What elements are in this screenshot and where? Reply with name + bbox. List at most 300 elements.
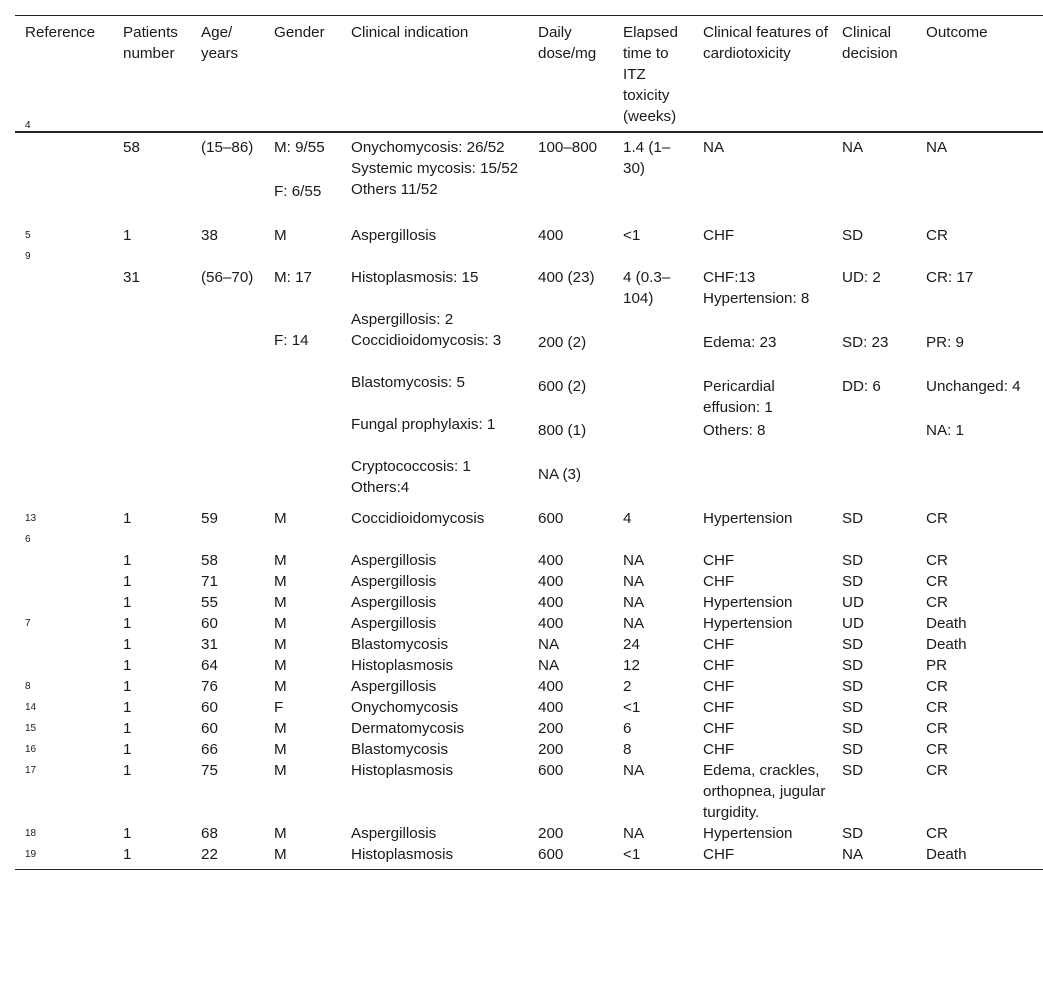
cell-age — [191, 634, 264, 655]
elapsed-time-value: <1 — [623, 227, 641, 244]
age-value: 64 — [201, 657, 218, 674]
cell-gender — [264, 676, 341, 697]
cell-outcome — [916, 739, 1043, 760]
cell-reference — [15, 508, 113, 550]
cell-age — [191, 718, 264, 739]
outcome-value: CR — [926, 552, 948, 569]
cell-decision — [832, 508, 916, 550]
features-value: Hypertension — [703, 510, 793, 527]
cell-reference — [15, 844, 113, 870]
decision-value: NA — [842, 139, 864, 156]
cell-dose — [528, 697, 613, 718]
outcome-value: PR — [926, 657, 948, 674]
outcome-value: PR: 9 — [926, 334, 964, 351]
patients-value: 1 — [123, 846, 132, 863]
indication-value: Blastomycosis — [351, 741, 449, 758]
age-value: 60 — [201, 720, 218, 737]
cell-elapsed-time — [613, 225, 693, 267]
cell-age — [191, 655, 264, 676]
header-decision: Clinical decision — [832, 16, 916, 133]
elapsed-time-value: <1 — [623, 699, 641, 716]
dose-value: 600 — [538, 510, 564, 527]
outcome-value: Unchanged: 4 — [926, 378, 1021, 395]
decision-value: SD — [842, 720, 864, 737]
dose-value: 400 — [538, 678, 564, 695]
features-value: Hypertension — [703, 594, 793, 611]
header-gender: Gender — [264, 16, 341, 133]
cell-dose — [528, 267, 613, 508]
indication-value: Aspergillosis — [351, 615, 437, 632]
outcome-value: CR: 17 — [926, 269, 974, 286]
gender-value: F: 6/55 — [274, 183, 322, 200]
decision-value: SD — [842, 678, 864, 695]
features-value: Pericardial effusion: 1 — [703, 378, 775, 416]
cell-decision — [832, 132, 916, 225]
cell-features — [693, 592, 832, 613]
patients-value: 1 — [123, 227, 132, 244]
elapsed-time-value: <1 — [623, 846, 641, 863]
cell-elapsed-time — [613, 697, 693, 718]
cell-age — [191, 592, 264, 613]
decision-value: SD: 23 — [842, 334, 889, 351]
decision-value: SD — [842, 227, 864, 244]
cell-decision — [832, 760, 916, 823]
cell-dose — [528, 550, 613, 571]
indication-value: Histoplasmosis — [351, 846, 454, 863]
cell-patients — [113, 823, 191, 844]
cell-features — [693, 613, 832, 634]
reference-sup: 7 — [25, 618, 31, 629]
cell-indication — [341, 844, 528, 870]
dose-value: 400 — [538, 699, 564, 716]
cell-outcome — [916, 267, 1043, 508]
cell-decision — [832, 267, 916, 508]
features-value: Hypertension: 8 — [703, 290, 810, 307]
cell-decision — [832, 676, 916, 697]
table-row — [15, 676, 1043, 697]
indication-value: Coccidioidomycosis — [351, 510, 485, 527]
cell-patients — [113, 571, 191, 592]
cell-features — [693, 225, 832, 267]
cell-features — [693, 634, 832, 655]
features-value: Others: 8 — [703, 422, 766, 439]
cell-outcome — [916, 697, 1043, 718]
age-value: 59 — [201, 510, 218, 527]
gender-value: M — [274, 636, 287, 653]
reference-sup: 18 — [25, 828, 37, 839]
cell-patients — [113, 697, 191, 718]
outcome-value: NA: 1 — [926, 422, 964, 439]
cell-elapsed-time — [613, 613, 693, 634]
cell-dose — [528, 823, 613, 844]
dose-value: 400 (23) — [538, 269, 595, 286]
elapsed-time-value: 12 — [623, 657, 640, 674]
cell-gender — [264, 760, 341, 823]
outcome-value: CR — [926, 720, 948, 737]
dose-value: 100–800 — [538, 139, 598, 156]
elapsed-time-value: NA — [623, 615, 645, 632]
features-value: Hypertension — [703, 825, 793, 842]
cell-reference — [15, 697, 113, 718]
gender-value: M — [274, 678, 287, 695]
cell-reference — [15, 634, 113, 655]
elapsed-time-value: 4 — [623, 510, 632, 527]
cell-age — [191, 571, 264, 592]
cell-age — [191, 613, 264, 634]
cell-reference — [15, 760, 113, 823]
indication-value: Coccidioidomycosis: 3 — [351, 332, 502, 349]
cell-elapsed-time — [613, 634, 693, 655]
outcome-value: CR — [926, 825, 948, 842]
cell-indication — [341, 823, 528, 844]
cell-indication — [341, 571, 528, 592]
cell-dose — [528, 655, 613, 676]
gender-value: M — [274, 227, 287, 244]
cell-dose — [528, 132, 613, 225]
cell-elapsed-time — [613, 655, 693, 676]
elapsed-time-value: NA — [623, 573, 645, 590]
decision-value: NA — [842, 846, 864, 863]
cell-features — [693, 760, 832, 823]
patients-value: 1 — [123, 678, 132, 695]
table-row — [15, 655, 1043, 676]
table-row — [15, 571, 1043, 592]
header-dose: Daily dose/mg — [528, 16, 613, 133]
header-indication: Clinical indication — [341, 16, 528, 133]
cell-dose — [528, 225, 613, 267]
cell-patients — [113, 718, 191, 739]
cell-decision — [832, 634, 916, 655]
outcome-value: CR — [926, 510, 948, 527]
dose-value: 200 — [538, 720, 564, 737]
cell-patients — [113, 655, 191, 676]
cell-reference — [15, 132, 113, 225]
features-value: CHF — [703, 678, 735, 695]
gender-value: M — [274, 720, 287, 737]
outcome-value: CR — [926, 594, 948, 611]
cell-age — [191, 676, 264, 697]
cell-reference — [15, 613, 113, 634]
cell-dose — [528, 718, 613, 739]
cell-features — [693, 508, 832, 550]
cell-indication — [341, 132, 528, 225]
cell-patients — [113, 267, 191, 508]
cell-features — [693, 676, 832, 697]
elapsed-time-value: NA — [623, 825, 645, 842]
cell-outcome — [916, 613, 1043, 634]
cell-indication — [341, 225, 528, 267]
outcome-value: Death — [926, 636, 967, 653]
cell-elapsed-time — [613, 676, 693, 697]
header-elapsed-time: Elapsed time to ITZ toxicity (weeks) — [613, 16, 693, 133]
indication-value: Blastomycosis: 5 — [351, 374, 465, 391]
dose-value: 200 (2) — [538, 334, 587, 351]
reference-sup: 17 — [25, 765, 37, 776]
cell-outcome — [916, 655, 1043, 676]
cell-reference — [15, 550, 113, 571]
table-row — [15, 592, 1043, 613]
cell-elapsed-time — [613, 508, 693, 550]
patients-value: 1 — [123, 657, 132, 674]
indication-value: Aspergillosis — [351, 825, 437, 842]
decision-value: SD — [842, 636, 864, 653]
patients-value: 1 — [123, 615, 132, 632]
cell-dose — [528, 760, 613, 823]
cell-dose — [528, 844, 613, 870]
cell-elapsed-time — [613, 760, 693, 823]
dose-value: 400 — [538, 615, 564, 632]
cell-reference — [15, 655, 113, 676]
cell-indication — [341, 592, 528, 613]
cell-elapsed-time — [613, 739, 693, 760]
cell-indication — [341, 655, 528, 676]
cell-decision — [832, 739, 916, 760]
table-row — [15, 508, 1043, 550]
table-row — [15, 550, 1043, 571]
patients-value: 1 — [123, 510, 132, 527]
elapsed-time-value: 6 — [623, 720, 632, 737]
table-row — [15, 823, 1043, 844]
cell-outcome — [916, 592, 1043, 613]
cell-gender — [264, 739, 341, 760]
patients-value: 1 — [123, 573, 132, 590]
features-value: CHF — [703, 573, 735, 590]
cell-indication — [341, 267, 528, 508]
decision-value: SD — [842, 825, 864, 842]
features-value: CHF — [703, 720, 735, 737]
reference-sup: 13 — [25, 513, 37, 524]
cell-gender — [264, 267, 341, 508]
gender-value: F — [274, 699, 284, 716]
table-row — [15, 267, 1043, 508]
gender-value: M: 17 — [274, 269, 312, 286]
cell-elapsed-time — [613, 571, 693, 592]
reference-sup: 15 — [25, 723, 37, 734]
table-body — [15, 132, 1043, 870]
features-value: CHF — [703, 699, 735, 716]
cell-age — [191, 132, 264, 225]
table-row — [15, 739, 1043, 760]
decision-value: SD — [842, 762, 864, 779]
outcome-value: CR — [926, 573, 948, 590]
elapsed-time-value: 2 — [623, 678, 632, 695]
gender-value: M — [274, 762, 287, 779]
gender-value: M — [274, 846, 287, 863]
outcome-value: NA — [926, 139, 948, 156]
patients-value: 1 — [123, 741, 132, 758]
elapsed-time-value: 4 (0.3–104) — [623, 269, 671, 307]
indication-value: Onychomycosis — [351, 699, 459, 716]
cell-elapsed-time — [613, 844, 693, 870]
indication-value: Fungal prophylaxis: 1 — [351, 416, 496, 433]
reference-sup: 9 — [25, 251, 31, 262]
features-value: Edema, crackles, orthopnea, jugular turgidity. — [703, 762, 826, 821]
indication-value: Aspergillosis — [351, 573, 437, 590]
cell-dose — [528, 592, 613, 613]
cell-indication — [341, 634, 528, 655]
indication-value: Aspergillosis — [351, 552, 437, 569]
features-value: Hypertension — [703, 615, 793, 632]
features-value: Edema: 23 — [703, 334, 777, 351]
header-reference-sup: 4 — [25, 120, 31, 131]
age-value: 55 — [201, 594, 218, 611]
cell-decision — [832, 823, 916, 844]
cell-age — [191, 697, 264, 718]
cell-elapsed-time — [613, 718, 693, 739]
indication-value: Histoplasmosis: 15 — [351, 269, 479, 286]
cell-elapsed-time — [613, 267, 693, 508]
dose-value: 400 — [538, 227, 564, 244]
cell-dose — [528, 508, 613, 550]
cell-features — [693, 132, 832, 225]
cell-features — [693, 655, 832, 676]
cell-features — [693, 267, 832, 508]
table-row — [15, 844, 1043, 870]
cell-gender — [264, 613, 341, 634]
outcome-value: CR — [926, 741, 948, 758]
gender-value: M — [274, 615, 287, 632]
decision-value: SD — [842, 657, 864, 674]
cell-reference — [15, 676, 113, 697]
features-value: CHF — [703, 846, 735, 863]
age-value: 75 — [201, 762, 218, 779]
patients-value: 1 — [123, 720, 132, 737]
cell-gender — [264, 823, 341, 844]
cell-patients — [113, 550, 191, 571]
features-value: CHF — [703, 657, 735, 674]
cell-outcome — [916, 823, 1043, 844]
dose-value: 600 (2) — [538, 378, 587, 395]
elapsed-time-value: 24 — [623, 636, 640, 653]
indication-value: Systemic mycosis: 15/52 — [351, 160, 519, 177]
cell-reference — [15, 225, 113, 267]
cell-features — [693, 571, 832, 592]
cell-age — [191, 550, 264, 571]
cell-reference — [15, 267, 113, 508]
outcome-value: Death — [926, 846, 967, 863]
cell-gender — [264, 697, 341, 718]
dose-value: 600 — [538, 846, 564, 863]
cell-age — [191, 225, 264, 267]
cell-indication — [341, 760, 528, 823]
cardiotoxicity-table — [15, 15, 1043, 870]
decision-value: SD — [842, 552, 864, 569]
cell-outcome — [916, 550, 1043, 571]
outcome-value: Death — [926, 615, 967, 632]
decision-value: UD — [842, 594, 864, 611]
indication-value: Blastomycosis — [351, 636, 449, 653]
cell-indication — [341, 550, 528, 571]
patients-value: 1 — [123, 762, 132, 779]
patients-value: 1 — [123, 594, 132, 611]
gender-value: M — [274, 657, 287, 674]
indication-value: Histoplasmosis — [351, 657, 454, 674]
age-value: 68 — [201, 825, 218, 842]
dose-value: 600 — [538, 762, 564, 779]
cell-outcome — [916, 634, 1043, 655]
gender-value: M: 9/55 — [274, 139, 325, 156]
indication-value: Aspergillosis: 2 — [351, 311, 454, 328]
table-row — [15, 225, 1043, 267]
header-age: Age/ years — [191, 16, 264, 133]
patients-value: 1 — [123, 636, 132, 653]
dose-value: NA — [538, 657, 560, 674]
indication-value: Aspergillosis — [351, 594, 437, 611]
cell-age — [191, 844, 264, 870]
cell-decision — [832, 571, 916, 592]
indication-value: Onychomycosis: 26/52 — [351, 139, 505, 156]
table-row — [15, 760, 1043, 823]
cell-features — [693, 550, 832, 571]
features-value: CHF:13 — [703, 269, 756, 286]
reference-sup: 6 — [25, 534, 31, 545]
patients-value: 1 — [123, 825, 132, 842]
cell-gender — [264, 655, 341, 676]
decision-value: DD: 6 — [842, 378, 881, 395]
table-row — [15, 697, 1043, 718]
cell-decision — [832, 655, 916, 676]
cell-features — [693, 739, 832, 760]
table-row — [15, 613, 1043, 634]
age-value: 38 — [201, 227, 218, 244]
cell-reference — [15, 571, 113, 592]
cell-decision — [832, 697, 916, 718]
age-value: 31 — [201, 636, 218, 653]
patients-value: 31 — [123, 269, 140, 286]
elapsed-time-value: NA — [623, 594, 645, 611]
cell-elapsed-time — [613, 592, 693, 613]
age-value: 66 — [201, 741, 218, 758]
outcome-value: CR — [926, 678, 948, 695]
cell-outcome — [916, 718, 1043, 739]
indication-value: Others 11/52 — [351, 181, 438, 198]
outcome-value: CR — [926, 227, 948, 244]
dose-value: 400 — [538, 552, 564, 569]
elapsed-time-value: 8 — [623, 741, 632, 758]
cell-gender — [264, 508, 341, 550]
table-row — [15, 132, 1043, 225]
cell-gender — [264, 844, 341, 870]
reference-sup: 14 — [25, 702, 37, 713]
indication-value: Histoplasmosis — [351, 762, 454, 779]
dose-value: 400 — [538, 573, 564, 590]
age-value: (15–86) — [201, 139, 254, 156]
cell-outcome — [916, 760, 1043, 823]
features-value: CHF — [703, 741, 735, 758]
cell-outcome — [916, 676, 1043, 697]
indication-value: Aspergillosis — [351, 678, 437, 695]
patients-value: 58 — [123, 139, 140, 156]
cell-decision — [832, 592, 916, 613]
reference-sup: 16 — [25, 744, 37, 755]
cell-decision — [832, 550, 916, 571]
cell-gender — [264, 592, 341, 613]
cell-reference — [15, 592, 113, 613]
gender-value: F: 14 — [274, 332, 309, 349]
cell-age — [191, 760, 264, 823]
table-row — [15, 634, 1043, 655]
features-value: NA — [703, 139, 725, 156]
cell-features — [693, 697, 832, 718]
cell-gender — [264, 132, 341, 225]
decision-value: SD — [842, 510, 864, 527]
cell-gender — [264, 571, 341, 592]
indication-value: Cryptococcosis: 1 — [351, 458, 471, 475]
cell-dose — [528, 739, 613, 760]
cell-reference — [15, 823, 113, 844]
cell-reference — [15, 739, 113, 760]
header-row — [15, 16, 1043, 133]
